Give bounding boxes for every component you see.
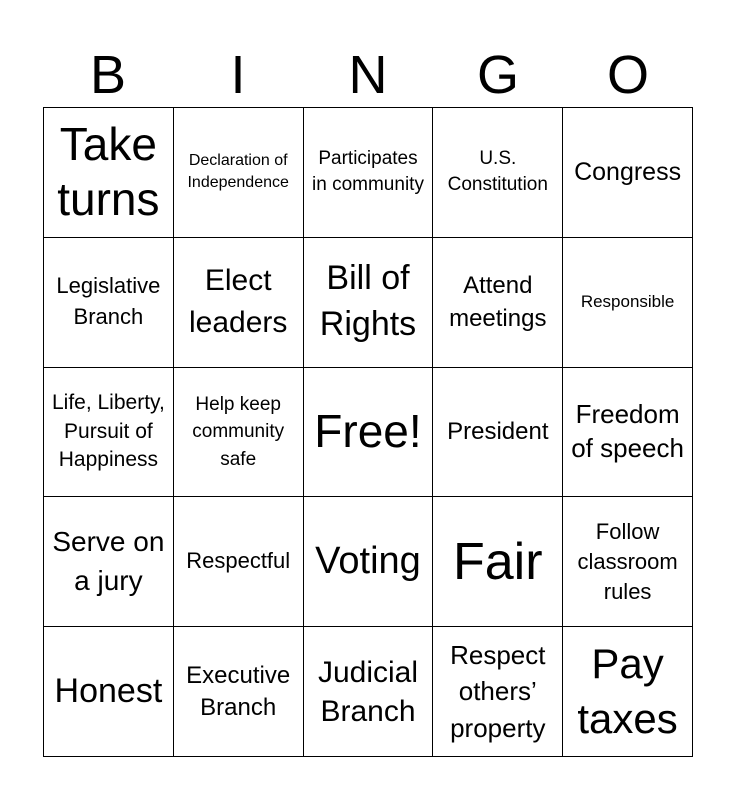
cell-text: Voting (315, 539, 421, 582)
cell-text: Judicial Branch (317, 655, 419, 728)
bingo-cell[interactable] (44, 368, 174, 498)
cell-text: Executive Branch (186, 662, 291, 721)
cell-text: Serve on a jury (52, 526, 165, 596)
bingo-cell[interactable] (44, 497, 174, 627)
bingo-cell[interactable] (174, 368, 304, 498)
bingo-cell[interactable] (433, 238, 563, 368)
bingo-cell[interactable] (174, 238, 304, 368)
bingo-cell[interactable] (433, 627, 563, 757)
bingo-cell[interactable] (304, 497, 434, 627)
bingo-cell[interactable] (563, 497, 693, 627)
bingo-cell[interactable] (44, 108, 174, 238)
cell-text: Help keep community safe (192, 393, 285, 470)
bingo-cell[interactable] (563, 108, 693, 238)
cell-text: Congress (574, 157, 682, 186)
cell-text: Life, Liberty, Pursuit of Happiness (51, 391, 165, 472)
cell-text: Elect leaders (188, 264, 288, 340)
cell-text: Participates in community (312, 147, 424, 196)
header-letter-g: G (476, 45, 519, 105)
cell-text: Free! (314, 405, 422, 458)
bingo-cell[interactable] (304, 108, 434, 238)
cell-text: Fair (453, 532, 543, 591)
cell-text: President (447, 418, 549, 446)
bingo-cell[interactable] (174, 497, 304, 627)
cell-text: Respect others’ property (450, 640, 546, 743)
bingo-cell[interactable] (304, 238, 434, 368)
cell-text: Declaration of Independence (187, 152, 289, 192)
header-letter-i: I (230, 45, 246, 105)
header-letter-o: O (606, 45, 649, 105)
bingo-cell[interactable] (44, 238, 174, 368)
bingo-cell[interactable] (563, 368, 693, 498)
cell-text: Respectful (186, 548, 291, 574)
bingo-cell[interactable] (433, 368, 563, 498)
cell-text: Follow classroom rules (577, 519, 678, 604)
cell-text: Legislative Branch (56, 273, 161, 330)
cell-text: Attend meetings (449, 271, 547, 333)
bingo-cell[interactable] (563, 238, 693, 368)
bingo-cell[interactable] (174, 627, 304, 757)
cell-text: Honest (54, 671, 163, 710)
cell-text: Freedom of speech (571, 399, 684, 463)
header-letter-b: B (89, 45, 127, 105)
bingo-cell[interactable] (433, 108, 563, 238)
bingo-cell[interactable] (44, 627, 174, 757)
bingo-header (43, 46, 693, 104)
cell-text: Responsible (580, 291, 675, 311)
cell-text: Take turns (57, 118, 160, 226)
bingo-board (43, 107, 693, 757)
header-letter-n: N (348, 45, 388, 105)
bingo-cell[interactable] (174, 108, 304, 238)
cell-text: U.S. Constitution (447, 147, 548, 196)
bingo-cell[interactable] (433, 497, 563, 627)
bingo-cell[interactable] (304, 627, 434, 757)
bingo-cell[interactable] (563, 627, 693, 757)
cell-text: Pay taxes (577, 640, 678, 742)
bingo-cell[interactable] (304, 368, 434, 498)
cell-text: Bill of Rights (319, 259, 417, 344)
